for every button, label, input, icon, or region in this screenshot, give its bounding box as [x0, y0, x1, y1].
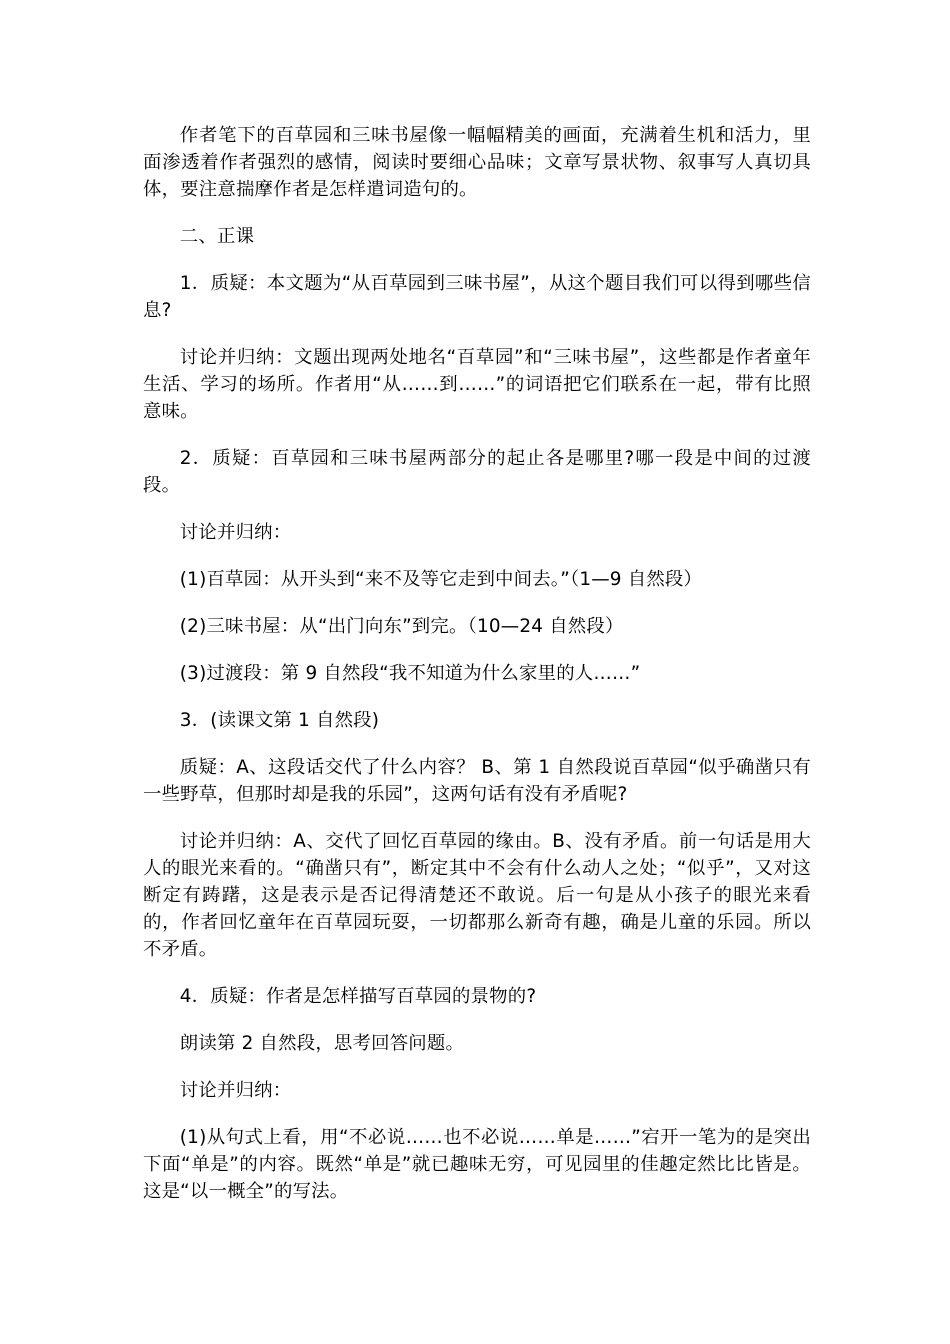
answer-2-heading: 讨论并归纳： [179, 522, 292, 543]
question-4: 4．质疑：作者是怎样描写百草园的景物的? [179, 986, 537, 1007]
section-heading: 二、正课 [179, 226, 255, 247]
answer-4-item-1: (1)从句式上看，用“不必说……也不必说……单是……”宕开一笔为的是突出下面“单是”的内容。既然“单是”就已趣味无穷，可见园里的佳趣定然比比皆是。这是“以一概全”的写法。 [143, 1127, 811, 1202]
reading-task-4: 朗读第 2 自然段，思考回答问题。 [179, 1033, 465, 1054]
answer-2-item-2: (2)三味书屋：从“出门向东”到完。（10—24 自然段） [179, 616, 624, 637]
answer-1: 讨论并归纳：文题出现两处地名“百草园”和“三味书屋”，这些都是作者童年生活、学习的场所。作者用“从……到……”的词语把它们联系在一起，带有比照意味。 [143, 347, 811, 422]
answer-4-heading: 讨论并归纳： [179, 1080, 292, 1101]
question-3: 质疑：A、这段话交代了什么内容？ B、第 1 自然段说百草园“似乎确凿只有一些野草，但那时却是我的乐园”，这两句话有没有矛盾呢? [143, 757, 811, 805]
question-1: 1．质疑：本文题为“从百草园到三味书屋”，从这个题目我们可以得到哪些信息? [143, 273, 811, 321]
document-body [143, 122, 811, 1225]
question-2: 2．质疑：百草园和三味书屋两部分的起止各是哪里?哪一段是中间的过渡段。 [143, 448, 811, 496]
answer-2-item-1: (1)百草园：从开头到“来不及等它走到中间去。”（1—9 自然段） [179, 569, 703, 590]
intro-paragraph: 作者笔下的百草园和三味书屋像一幅幅精美的画面，充满着生机和活力，里面渗透着作者强烈的感情，阅读时要细心品味；文章写景状物、叙事写人真切具体，要注意揣摩作者是怎样遣词造句的。 [143, 125, 811, 200]
answer-3: 讨论并归纳：A、交代了回忆百草园的缘由。B、没有矛盾。前一句话是用大人的眼光来看的。“确凿只有”，断定其中不会有什么动人之处；“似乎”，又对这断定有踌躇，这是表示是否记得清楚还不敢说。后一句是从小孩子的眼光来看的，作者回忆童年在百草园玩耍，一切都那么新奇有趣，确是儿童的乐园。所以不矛盾。 [143, 831, 811, 960]
reading-task-3: 3．(读课文第 1 自然段) [179, 710, 380, 731]
answer-2-item-3: (3)过渡段：第 9 自然段“我不知道为什么家里的人……” [179, 663, 641, 684]
